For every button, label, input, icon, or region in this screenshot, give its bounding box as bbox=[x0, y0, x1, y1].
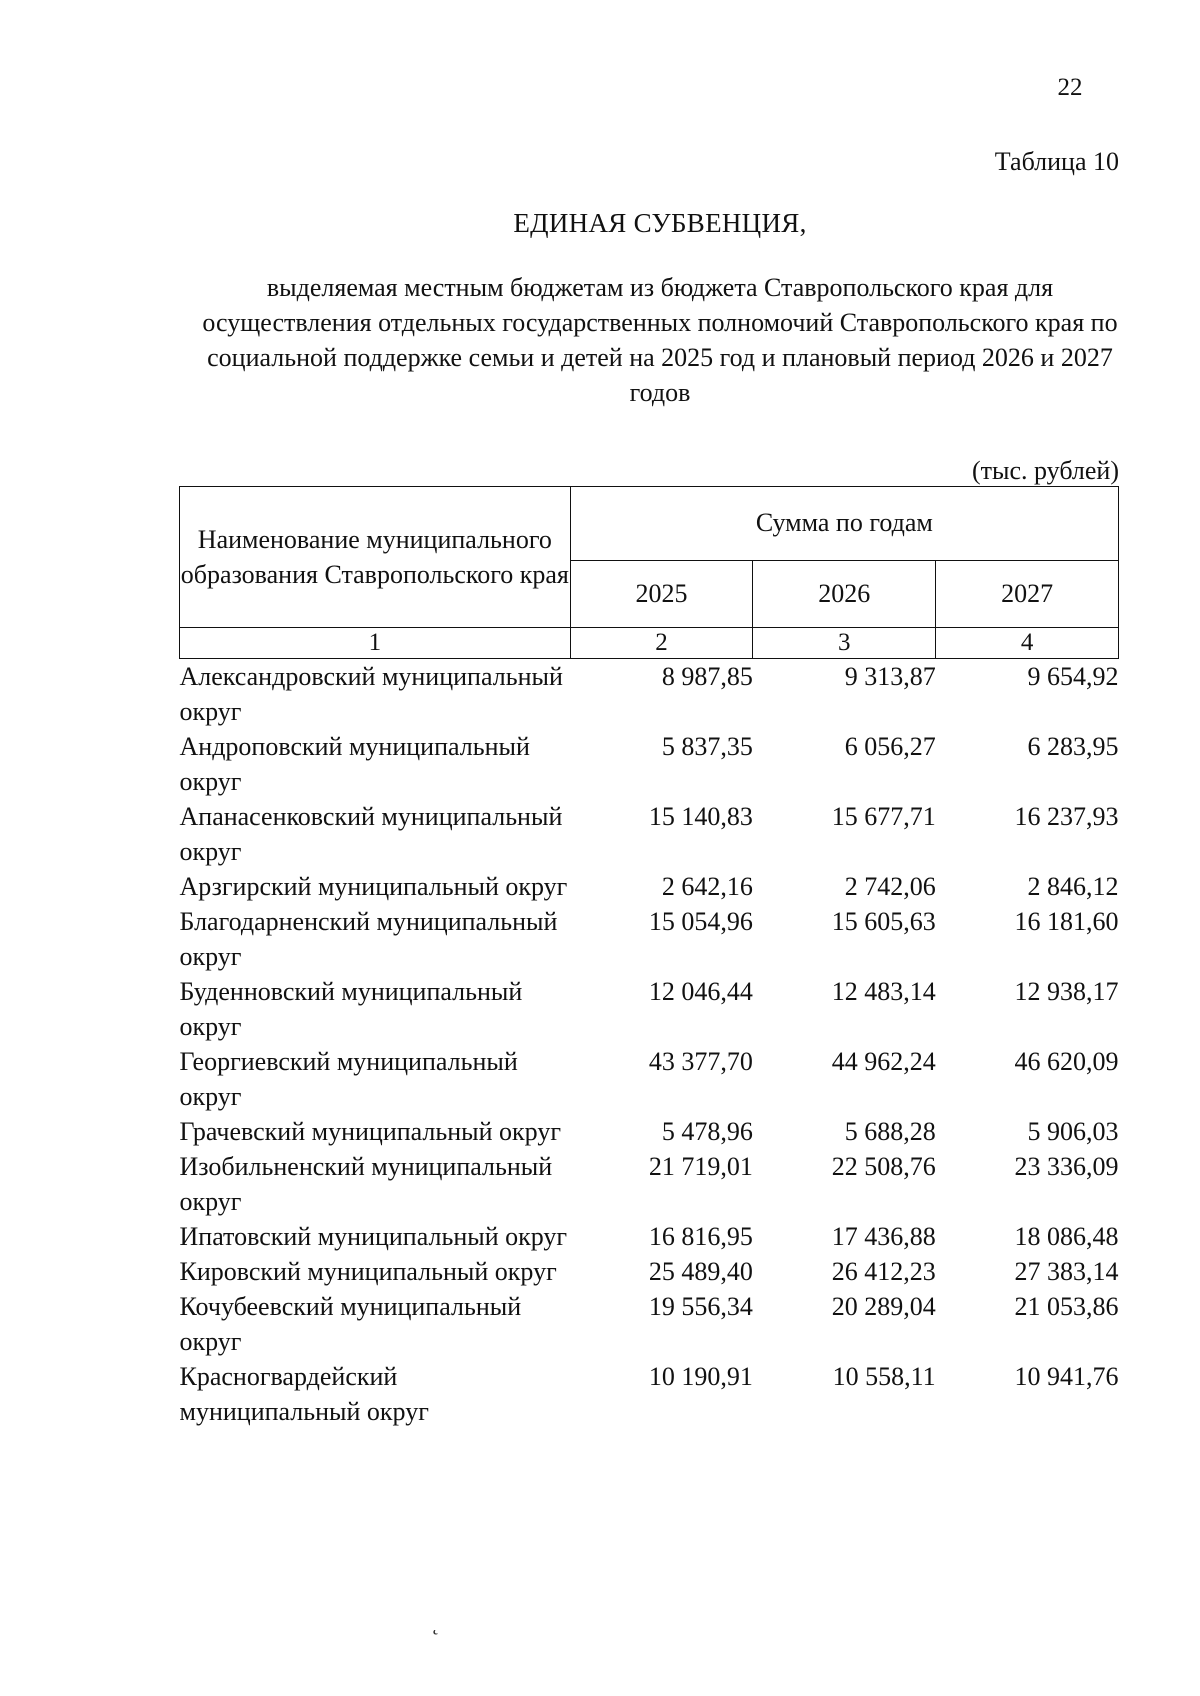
table-row bbox=[180, 1114, 1119, 1149]
value-2025-cell: 25 489,40 bbox=[648, 1257, 753, 1286]
value-2025-cell: 15 054,96 bbox=[648, 907, 753, 936]
header-sum-by-years: Сумма по годам bbox=[570, 487, 1118, 561]
scan-speck: ˛ bbox=[432, 1610, 440, 1635]
value-2026-cell: 9 313,87 bbox=[844, 662, 936, 691]
value-2026-cell: 10 558,11 bbox=[832, 1362, 936, 1391]
header-year-2026: 2026 bbox=[753, 560, 936, 627]
value-2026-cell: 2 742,06 bbox=[844, 872, 936, 901]
table-label: Таблица 10 bbox=[994, 147, 1119, 176]
municipality-name-cell: Андроповский муниципальный округ bbox=[179, 732, 530, 796]
table-row bbox=[180, 1044, 1119, 1114]
municipality-name-cell: Александровский муниципальный округ bbox=[179, 662, 563, 726]
value-2026-cell: 12 483,14 bbox=[831, 977, 936, 1006]
column-number-2: 2 bbox=[570, 628, 753, 659]
value-2025-cell: 10 190,91 bbox=[648, 1362, 753, 1391]
value-2027-cell: 5 906,03 bbox=[1027, 1117, 1119, 1146]
value-2025-cell: 19 556,34 bbox=[648, 1292, 753, 1321]
value-2025-cell: 15 140,83 bbox=[648, 802, 753, 831]
value-2026-cell: 20 289,04 bbox=[831, 1292, 936, 1321]
table-row bbox=[180, 1149, 1119, 1219]
value-2027-cell: 46 620,09 bbox=[1014, 1047, 1119, 1076]
municipality-name-cell: Красногвардейский муниципальный округ bbox=[179, 1362, 429, 1426]
units-label: (тыс. рублей) bbox=[971, 456, 1119, 485]
value-2025-cell: 12 046,44 bbox=[648, 977, 753, 1006]
value-2027-cell: 18 086,48 bbox=[1014, 1222, 1119, 1251]
value-2025-cell: 16 816,95 bbox=[648, 1222, 753, 1251]
header-year-2027: 2027 bbox=[936, 560, 1119, 627]
value-2027-cell: 21 053,86 bbox=[1014, 1292, 1119, 1321]
value-2027-cell: 27 383,14 bbox=[1014, 1257, 1119, 1286]
municipality-name-cell: Кировский муниципальный округ bbox=[179, 1257, 557, 1286]
value-2025-cell: 21 719,01 bbox=[648, 1152, 753, 1181]
column-number-4: 4 bbox=[936, 628, 1119, 659]
value-2027-cell: 16 237,93 bbox=[1014, 802, 1119, 831]
table-row bbox=[180, 1219, 1119, 1254]
value-2027-cell: 23 336,09 bbox=[1014, 1152, 1119, 1181]
value-2027-cell: 16 181,60 bbox=[1014, 907, 1119, 936]
municipality-name-cell: Благодарненский муниципальный округ bbox=[179, 907, 558, 971]
value-2026-cell: 22 508,76 bbox=[831, 1152, 936, 1181]
value-2027-cell: 6 283,95 bbox=[1027, 732, 1119, 761]
table-row bbox=[180, 729, 1119, 799]
table-row bbox=[180, 1359, 1119, 1429]
page-number: 22 bbox=[1057, 74, 1083, 101]
table-row bbox=[180, 869, 1119, 904]
municipality-name-cell: Изобильненский муниципальный округ bbox=[179, 1152, 553, 1216]
value-2025-cell: 8 987,85 bbox=[661, 662, 753, 691]
municipality-name-cell: Буденновский муниципальный округ bbox=[179, 977, 523, 1041]
document-title: ЕДИНАЯ СУБВЕНЦИЯ, bbox=[513, 208, 807, 238]
value-2027-cell: 10 941,76 bbox=[1014, 1362, 1119, 1391]
municipality-name-cell: Георгиевский муниципальный округ bbox=[179, 1047, 518, 1111]
document-subtitle: выделяемая местным бюджетам из бюджета Ставропольского края для осуществления отдельных государственных полномочий Ставропольского края по социальной поддержке семьи и детей на 2025 год и плановый период 2026 и 2027 годов bbox=[202, 273, 1118, 407]
value-2026-cell: 17 436,88 bbox=[831, 1222, 936, 1251]
value-2027-cell: 2 846,12 bbox=[1027, 872, 1119, 901]
value-2025-cell: 43 377,70 bbox=[648, 1047, 753, 1076]
value-2027-cell: 9 654,92 bbox=[1027, 662, 1119, 691]
table-row bbox=[180, 659, 1119, 730]
subvention-table bbox=[179, 486, 1119, 1429]
table-body bbox=[180, 659, 1119, 1430]
header-municipality-name: Наименование муниципального образования Ставропольского края bbox=[180, 487, 571, 628]
municipality-name-cell: Апанасенковский муниципальный округ bbox=[179, 802, 563, 866]
value-2026-cell: 15 677,71 bbox=[831, 802, 936, 831]
value-2025-cell: 5 478,96 bbox=[661, 1117, 753, 1146]
value-2026-cell: 15 605,63 bbox=[831, 907, 936, 936]
table-row bbox=[180, 974, 1119, 1044]
value-2026-cell: 5 688,28 bbox=[844, 1117, 936, 1146]
value-2026-cell: 26 412,23 bbox=[831, 1257, 936, 1286]
table-row bbox=[180, 1254, 1119, 1289]
table-row bbox=[180, 904, 1119, 974]
value-2026-cell: 6 056,27 bbox=[844, 732, 936, 761]
column-number-1: 1 bbox=[180, 628, 571, 659]
table-row bbox=[180, 799, 1119, 869]
municipality-name-cell: Грачевский муниципальный округ bbox=[179, 1117, 562, 1146]
value-2026-cell: 44 962,24 bbox=[831, 1047, 936, 1076]
municipality-name-cell: Ипатовский муниципальный округ bbox=[179, 1222, 568, 1251]
column-number-3: 3 bbox=[753, 628, 936, 659]
value-2027-cell: 12 938,17 bbox=[1014, 977, 1119, 1006]
value-2025-cell: 5 837,35 bbox=[661, 732, 753, 761]
value-2025-cell: 2 642,16 bbox=[661, 872, 753, 901]
municipality-name-cell: Арзгирский муниципальный округ bbox=[179, 872, 568, 901]
header-year-2025: 2025 bbox=[570, 560, 753, 627]
table-row bbox=[180, 1289, 1119, 1359]
municipality-name-cell: Кочубеевский муниципальный округ bbox=[179, 1292, 522, 1356]
